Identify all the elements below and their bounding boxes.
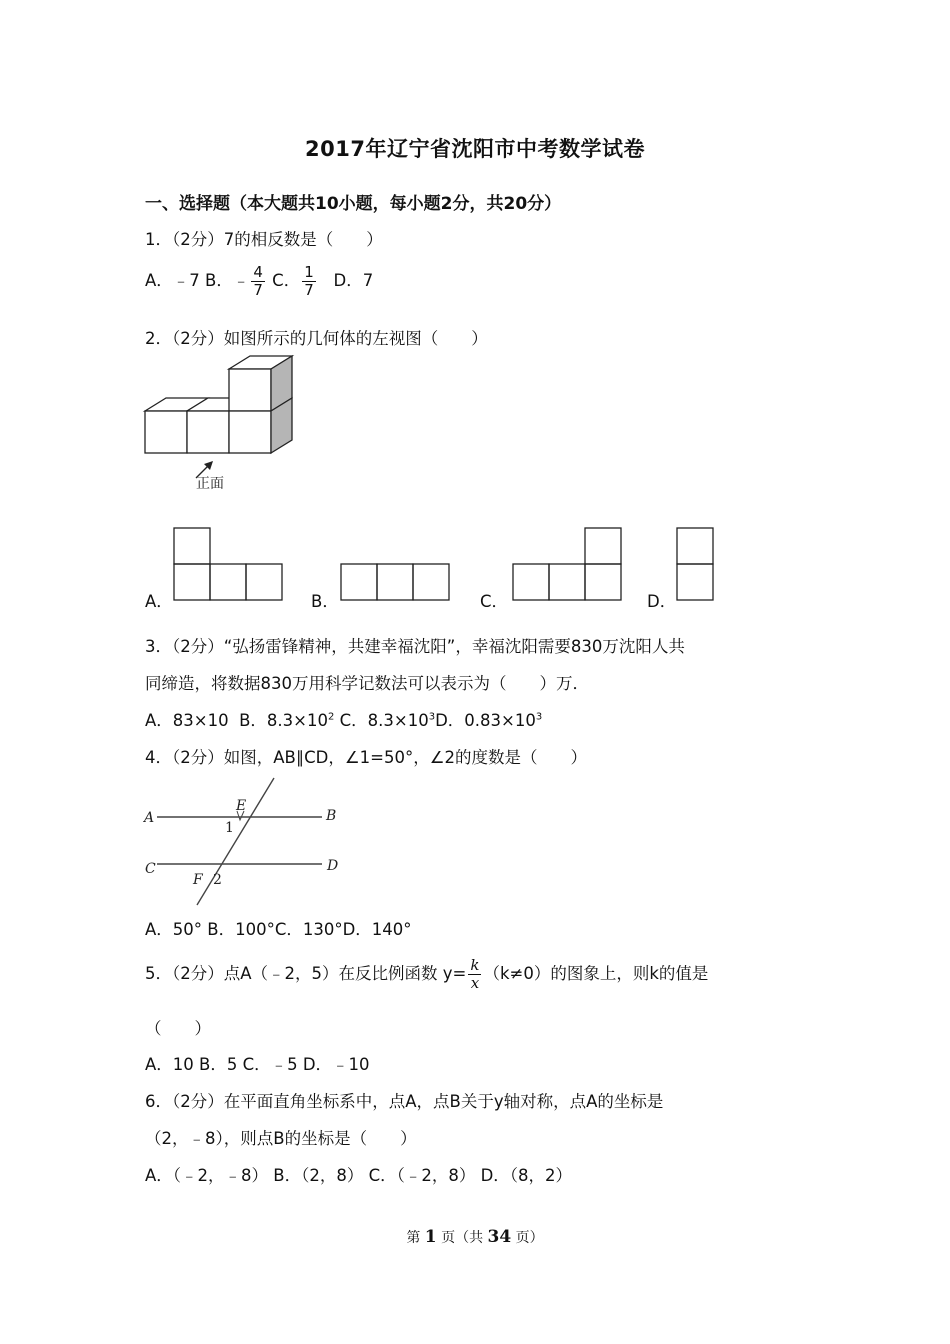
- q3-option-c: C．$8.3\times 10^3$: [339, 711, 436, 730]
- q1-option-a: A．﹣7: [145, 271, 200, 290]
- current-page: 1: [424, 1227, 437, 1247]
- label-d: D: [327, 858, 339, 874]
- label-f: F: [193, 872, 203, 888]
- q1-b-numerator: 4: [253, 263, 263, 281]
- question-6-line1: 6．（2分）在平面直角坐标系中，点A，点B关于y轴对称，点A的坐标是: [145, 1092, 664, 1111]
- q1-c-numerator: 1: [304, 263, 314, 281]
- question-5-stem: 5．（2分）点A（﹣2，5）在反比例函数 y= $\frac{k}{x}$ （k≠0）的图象上，则k的值是: [145, 956, 709, 992]
- q2-option-a-label: A．: [145, 592, 173, 611]
- q2-option-c-label: C．: [480, 592, 509, 611]
- q1-option-d: D．7: [333, 271, 374, 290]
- label-a: A: [144, 810, 155, 826]
- q5-numerator: k: [470, 956, 480, 974]
- q3-option-b: B．$8.3\times 10^2$: [239, 711, 335, 730]
- question-4-options: A．50° B．100°C．130°D．140°: [145, 920, 412, 939]
- q2-option-b-label: B．: [311, 592, 339, 611]
- page-footer: 第 1 页（共 34 页）: [406, 1227, 544, 1247]
- question-5-options: A．10 B．5 C．﹣5 D．﹣10: [145, 1055, 370, 1074]
- label-c: C: [145, 861, 156, 877]
- question-3-line1: 3．（2分）“弘扬雷锋精神，共建幸福沈阳”，幸福沈阳需要830万沈阳人共: [145, 637, 685, 656]
- label-b: B: [326, 808, 337, 824]
- total-pages: 34: [487, 1227, 512, 1247]
- q3-option-a: A．83×10: [145, 711, 229, 730]
- q1-option-b: B．﹣ $\frac{4}{7}$: [205, 263, 263, 299]
- question-1-stem: 1．（2分）7的相反数是（ ）: [145, 230, 383, 249]
- page-title: 2017年辽宁省沈阳市中考数学试卷: [305, 137, 645, 161]
- label-angle-2: 2: [213, 872, 222, 888]
- q1-b-denominator: 7: [253, 281, 263, 299]
- question-5-paren: （ ）: [145, 1019, 211, 1038]
- q1-option-c: C． $\frac{1}{7}$: [272, 263, 314, 299]
- question-6-options: A．（﹣2，﹣8） B．（2，8） C．（﹣2，8） D．（8，2）: [145, 1166, 573, 1185]
- q3-option-d: D．$0.83\times 10^3$: [435, 711, 543, 730]
- question-3-line2: 同缔造，将数据830万用科学记数法可以表示为（ ）万．: [145, 674, 589, 693]
- label-e: E: [236, 798, 247, 814]
- q1-c-denominator: 7: [304, 281, 314, 299]
- q2-option-d-label: D．: [647, 592, 677, 611]
- section-heading: 一、选择题（本大题共10小题，每小题2分，共20分）: [145, 194, 562, 214]
- label-angle-1: 1: [225, 820, 234, 836]
- question-2-stem: 2．（2分）如图所示的几何体的左视图（ ）: [145, 329, 488, 348]
- q5-denominator: x: [470, 974, 480, 992]
- front-label: 正面: [196, 476, 224, 492]
- question-4-stem: 4．（2分）如图，AB∥CD，∠1=50°，∠2的度数是（ ）: [145, 748, 587, 767]
- question-6-line2: （2，﹣8），则点B的坐标是（ ）: [145, 1129, 417, 1148]
